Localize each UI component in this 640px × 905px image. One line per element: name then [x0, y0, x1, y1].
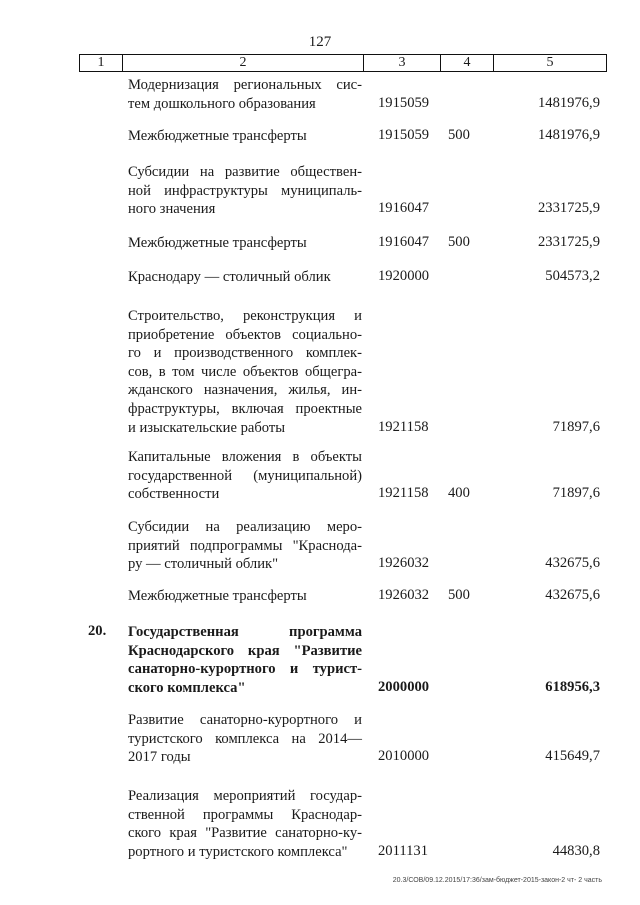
row-code: 2010000	[378, 748, 430, 765]
column-header-table	[79, 54, 607, 72]
row-name-line: Межбюджетные трансферты	[128, 235, 307, 251]
row-name	[128, 307, 362, 437]
row-name	[128, 448, 362, 504]
row-name-line: фраструктуры, включая проектные	[128, 400, 362, 417]
row-name-line: санаторно-курортного и турист-	[128, 661, 362, 678]
row-code: 2011131	[378, 842, 428, 859]
row-amount: 2331725,9	[537, 200, 600, 217]
row-name-line: жданского назначения, жилья, ин-	[128, 382, 362, 399]
row-amount: 2331725,9	[537, 234, 600, 250]
row-name-line: сов, в том числе объектов общегра-	[128, 363, 362, 380]
row-name-line: Субсидии на развитие обществен-	[128, 164, 362, 180]
row-amount: 1481976,9	[537, 94, 600, 111]
row-name-line: 2017 годы	[128, 749, 191, 766]
page-number: 127	[308, 34, 332, 50]
row-name-line: ственной программы Краснодар-	[128, 806, 362, 823]
row-name-line: ру — столичный облик"	[128, 556, 279, 573]
column-header-4: 4	[441, 55, 494, 72]
row-name-line: Реализация мероприятий государ-	[128, 788, 362, 804]
row-code: 1916047	[378, 200, 430, 217]
row-code: 2000000	[378, 678, 430, 695]
row-code: 1926032	[378, 555, 430, 572]
row-name	[128, 711, 362, 767]
row-name	[128, 518, 362, 574]
footer-path: 20.3/СОВ/09.12.2015/17:36/зам-бюджет-2015-закон-2 чт- 2 часть	[392, 877, 602, 884]
row-expense-type: 500	[448, 587, 470, 603]
row-amount: 432675,6	[545, 555, 600, 572]
row-name-line: Краснодару — столичный облик	[128, 269, 331, 285]
row-name-line: Капитальные вложения в объекты	[128, 449, 362, 465]
row-name	[128, 234, 362, 253]
row-name-line: рортного и туристского комплекса"	[128, 843, 348, 860]
row-code: 1920000	[378, 268, 430, 284]
row-name-line: государственной (муниципальной)	[128, 467, 362, 484]
row-name-line: и изыскательские работы	[128, 419, 286, 436]
row-amount: 504573,2	[545, 268, 600, 284]
row-amount: 71897,6	[552, 418, 600, 435]
row-code: 1915059	[378, 127, 430, 143]
row-code: 1926032	[378, 587, 430, 603]
row-code: 1921158	[378, 418, 429, 435]
row-code: 1915059	[378, 94, 430, 111]
row-amount: 618956,3	[545, 678, 600, 695]
row-code: 1916047	[378, 234, 430, 250]
row-amount: 71897,6	[552, 485, 600, 502]
row-expense-type: 500	[448, 234, 470, 250]
row-name-line: Развитие санаторно-курортного и	[128, 712, 362, 728]
row-name-line: Краснодарского края "Развитие	[128, 642, 362, 659]
row-name-line: приятий подпрограммы "Краснода-	[128, 537, 362, 554]
row-name	[128, 268, 362, 287]
row-name-line: приобретение объектов социально-	[128, 326, 362, 343]
row-name-line: Межбюджетные трансферты	[128, 588, 307, 604]
row-name	[128, 787, 362, 861]
row-name-line: ского края "Развитие санаторно-ку-	[128, 825, 362, 842]
row-name	[128, 623, 362, 697]
row-amount: 44830,8	[552, 842, 600, 859]
row-name-line: го и производственного комплек-	[128, 345, 362, 362]
row-name-line: собственности	[128, 486, 220, 503]
row-name-line: ной инфраструктуры муниципаль-	[128, 182, 362, 199]
row-name-line: Государственная программа	[128, 624, 362, 640]
row-name	[128, 76, 362, 113]
column-header-1: 1	[97, 55, 105, 70]
row-name-line: Субсидии на реализацию меро-	[128, 519, 362, 535]
column-header-2: 2	[123, 55, 364, 72]
row-number: 20.	[88, 623, 107, 639]
row-name-line: тем дошкольного образования	[128, 95, 316, 112]
row-amount: 1481976,9	[537, 127, 600, 143]
column-header-3: 3	[364, 55, 441, 72]
row-code: 1921158	[378, 485, 429, 502]
row-name-line: ного значения	[128, 201, 216, 218]
row-amount: 432675,6	[545, 587, 600, 603]
row-name-line: Модернизация региональных сис-	[128, 77, 362, 93]
row-expense-type: 400	[448, 485, 470, 502]
column-header-5: 5	[494, 55, 607, 72]
row-name	[128, 127, 362, 146]
row-name	[128, 587, 362, 606]
row-name-line: ского комплекса"	[128, 679, 246, 696]
row-name-line: Строительство, реконструкция и	[128, 308, 362, 324]
row-expense-type: 500	[448, 127, 470, 143]
row-name-line: туристского комплекса на 2014—	[128, 730, 362, 747]
row-name-line: Межбюджетные трансферты	[128, 128, 307, 144]
row-name	[128, 163, 362, 219]
row-amount: 415649,7	[545, 748, 600, 765]
